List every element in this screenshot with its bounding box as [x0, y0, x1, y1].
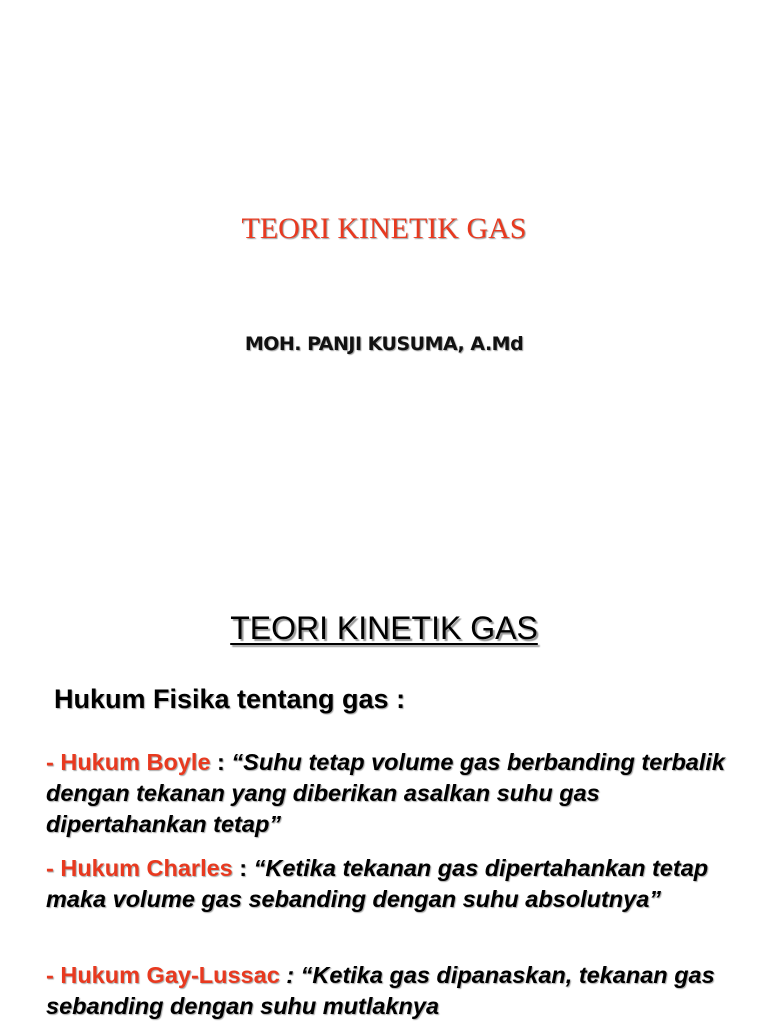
law-name: Hukum Charles	[60, 855, 233, 881]
slide-heading: TEORI KINETIK GAS	[230, 610, 538, 646]
content-slide	[0, 512, 768, 1024]
law-charles	[46, 853, 736, 915]
law-gay-lussac	[46, 960, 736, 1022]
law-dash: -	[46, 962, 61, 988]
law-separator: :	[210, 749, 232, 775]
law-text: “Suhu tetap volume gas berbanding terbalik dengan tekanan yang diberikan asalkan suhu gas dipertahankan tetap”	[46, 749, 726, 837]
law-dash: -	[46, 749, 61, 775]
law-separator: :	[279, 962, 301, 988]
law-text: “Ketika tekanan gas dipertahankan tetap maka volume gas sebanding dengan suhu absolutnya”	[46, 855, 709, 912]
slide-title: TEORI KINETIK GAS	[241, 212, 527, 245]
law-text: “Ketika gas dipanaskan, tekanan gas sebanding dengan suhu mutlaknya	[46, 962, 715, 1019]
section-subtitle: Hukum Fisika tentang gas :	[54, 684, 406, 714]
author-name: MOH. PANJI KUSUMA, A.Md	[244, 333, 524, 355]
law-boyle	[46, 747, 736, 840]
law-dash: -	[46, 855, 61, 881]
law-name: Hukum Gay-Lussac	[60, 962, 280, 988]
law-name: Hukum Boyle	[60, 749, 211, 775]
law-separator: :	[232, 855, 254, 881]
